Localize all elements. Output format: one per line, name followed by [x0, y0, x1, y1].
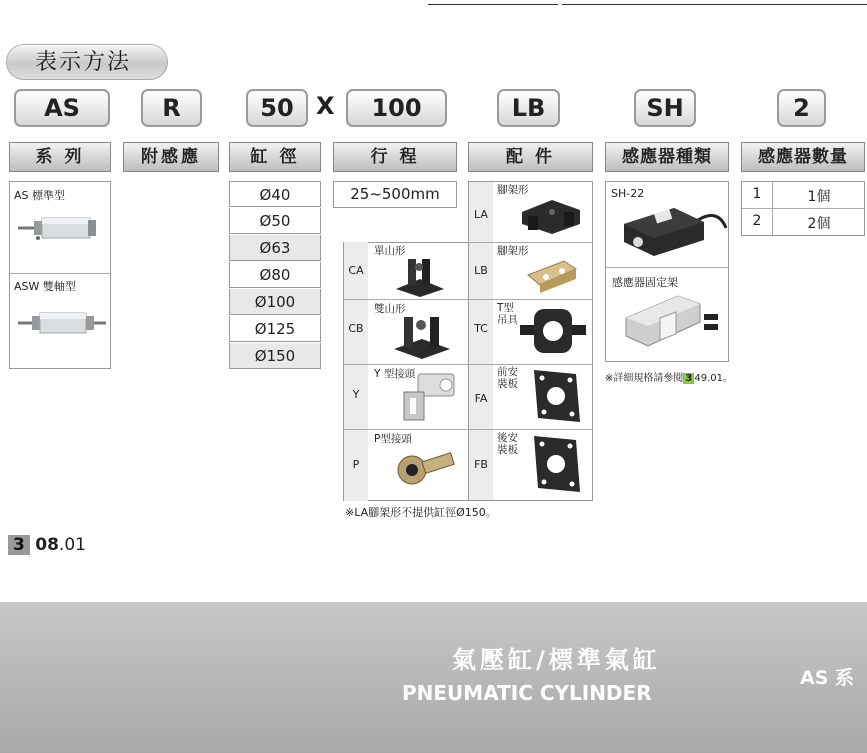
bore-item: Ø40	[229, 181, 321, 207]
sensor-note-suffix: 。	[723, 373, 733, 384]
bore-item: Ø80	[229, 262, 321, 288]
bore-item: Ø100	[229, 289, 321, 315]
header-bore: 缸 徑	[229, 142, 321, 172]
accessory-name-lb: 腳架形	[497, 245, 529, 257]
divider	[468, 242, 593, 243]
header-series: 系 列	[9, 142, 111, 172]
accessory-code-p: P	[352, 458, 360, 471]
divider	[468, 364, 593, 365]
single-clevis-image	[392, 253, 448, 297]
bore-item: Ø125	[229, 316, 321, 342]
series-panel	[9, 181, 111, 369]
y-joint-image	[398, 368, 462, 424]
code-stroke: 100	[346, 89, 447, 127]
sensor-note-chapter: 3	[685, 373, 693, 384]
divider	[343, 364, 469, 365]
code-bore: 50	[246, 89, 308, 127]
bore-item: Ø50	[229, 208, 321, 234]
code-separator: X	[316, 92, 335, 120]
code-sensor-count: 2	[777, 89, 826, 127]
accessory-note: ※LA腳架形不提供缸徑Ø150。	[345, 506, 497, 519]
page-number-suffix: .01	[58, 535, 86, 555]
sensor-count-n: 1	[752, 186, 762, 202]
page-chapter: 3	[8, 535, 30, 555]
sensor-note	[605, 369, 733, 384]
sensor-count-label: 1個	[807, 189, 831, 205]
bore-item: Ø150	[229, 343, 321, 369]
accessory-name-fb: 後安 裝板	[497, 432, 518, 456]
sensor-model: SH-22	[611, 187, 645, 200]
p-joint-image	[394, 440, 464, 488]
footer-band	[0, 602, 867, 753]
foot-mount-lb-image	[524, 255, 580, 295]
divider	[468, 299, 593, 300]
series-label-asw: ASW 雙軸型	[14, 280, 76, 293]
top-rule-1	[428, 4, 558, 5]
accessory-code-fb: FB	[474, 458, 488, 471]
sensor-note-text: ※詳細規格請參閱	[605, 373, 684, 384]
accessory-code-ca: CA	[348, 264, 364, 277]
sensor-type-panel	[605, 181, 729, 362]
sensor-bracket-image	[620, 288, 724, 358]
foot-mount-la-image	[518, 194, 584, 238]
header-sensor-count: 感應器數量	[741, 142, 865, 172]
divider	[468, 429, 593, 430]
footer-series: AS 系	[800, 667, 855, 689]
code-sensor-type: SH	[634, 89, 696, 127]
page-number-main: 08	[35, 535, 59, 555]
cylinder-double-rod-image	[16, 307, 108, 339]
section-title: 表示方法	[6, 44, 168, 80]
code-series: AS	[14, 89, 110, 127]
accessory-code-y: Y	[352, 388, 360, 401]
series-label-as: AS 標準型	[14, 189, 66, 202]
accessory-name-la: 腳架形	[497, 184, 529, 196]
header-sensor: 附感應	[123, 142, 219, 172]
accessory-right-code-col	[469, 182, 493, 500]
footer-subtitle: PNEUMATIC CYLINDER	[402, 681, 652, 705]
accessory-code-la: LA	[474, 208, 488, 221]
code-sensor: R	[141, 89, 202, 127]
sensor-image	[618, 198, 728, 260]
page-number	[8, 535, 86, 555]
accessory-code-lb: LB	[474, 264, 488, 277]
divider	[343, 429, 469, 430]
accessory-name-y: Y 型接頭	[374, 368, 416, 380]
top-rule-2	[562, 4, 867, 5]
double-clevis-image	[392, 311, 452, 359]
sensor-note-page: 49.01	[694, 373, 723, 384]
trunnion-image	[518, 305, 588, 357]
accessory-code-tc: TC	[474, 322, 488, 335]
rear-flange-image	[528, 432, 584, 496]
accessory-name-fa: 前安 裝板	[497, 366, 518, 390]
code-accessory: LB	[497, 89, 560, 127]
header-stroke: 行 程	[333, 142, 457, 172]
footer-title: 氣壓缸/標準氣缸	[452, 646, 661, 674]
accessory-name-p: P型接頭	[374, 433, 412, 445]
accessory-code-fa: FA	[474, 392, 488, 405]
accessory-name-cb: 雙山形	[374, 303, 406, 315]
sensor-count-n: 2	[752, 213, 762, 229]
accessory-name-tc: T型 吊具	[497, 302, 518, 326]
divider	[343, 299, 469, 300]
header-sensor-type: 感應器種類	[605, 142, 729, 172]
bore-item: Ø63	[229, 235, 321, 261]
cylinder-standard-image	[16, 212, 104, 244]
stroke-range: 25~500mm	[333, 181, 457, 208]
accessory-name-ca: 單山形	[374, 245, 406, 257]
front-flange-image	[528, 366, 584, 426]
header-accessory: 配 件	[468, 142, 593, 172]
sensor-count-label: 2個	[807, 216, 831, 232]
sensor-count-table	[741, 181, 865, 236]
sensor-bracket-label: 感應器固定架	[612, 276, 678, 289]
accessory-code-cb: CB	[348, 322, 364, 335]
